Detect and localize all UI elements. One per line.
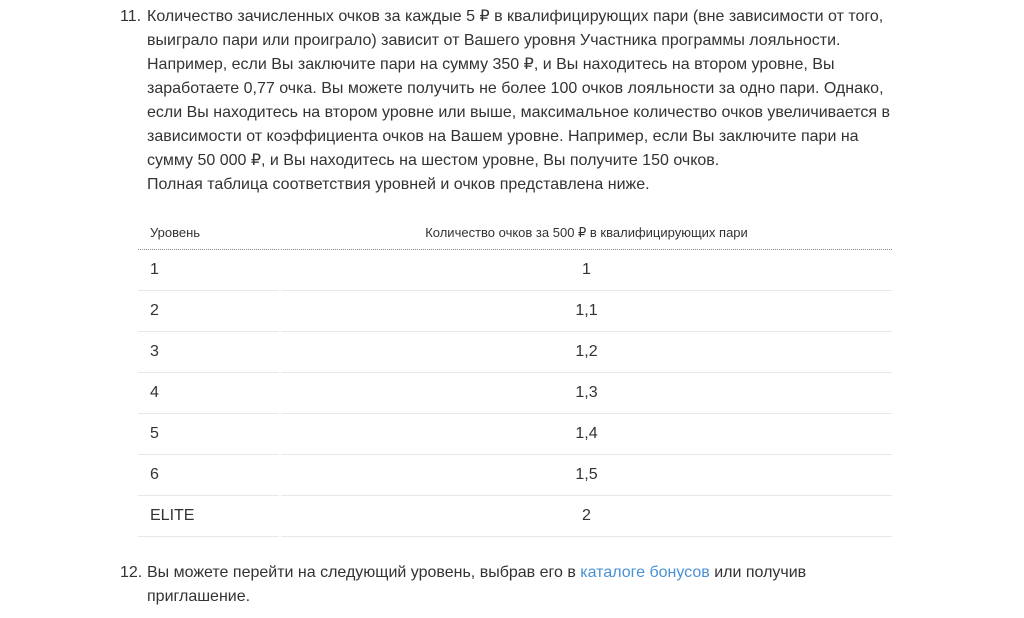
item-12-text-after: или получив приглашение. bbox=[147, 564, 807, 605]
points-cell: 2 bbox=[281, 496, 892, 537]
points-cell: 1 bbox=[281, 250, 892, 291]
level-cell: 6 bbox=[138, 455, 279, 496]
points-cell: 1,2 bbox=[281, 332, 892, 373]
levels-table bbox=[136, 221, 894, 537]
points-cell: 1,1 bbox=[281, 291, 892, 332]
table-row bbox=[138, 250, 892, 291]
points-cell: 1,3 bbox=[281, 373, 892, 414]
level-cell: 2 bbox=[138, 291, 279, 332]
item-11-paragraph: Количество зачисленных очков за каждые 5 ₽ в квалифицирующих пари (вне зависимости от того, выиграло пари или проиграло) зависит от Вашего уровня Участника программы лояльности. Например, если Вы заключите пари на сумму 350 ₽, и Вы находитесь на втором уровне, Вы заработаете 0,77 очка. Вы можете получить не более 100 очков лояльности за одно пари. Однако, если Вы находитесь на втором уровне или выше, максимальное количество очков увеличивается в зависимости от коэффициента очков на Вашем уровне. Например, если Вы заключите пари на сумму 50 000 ₽, и Вы находитесь на шестом уровне, Вы получите 150 очков. bbox=[147, 8, 891, 169]
table-header-row bbox=[138, 221, 892, 250]
level-cell: 5 bbox=[138, 414, 279, 455]
list-item-11 bbox=[120, 5, 940, 537]
level-cell: 1 bbox=[138, 250, 279, 291]
bonus-catalog-link[interactable]: каталоге бонусов bbox=[580, 564, 710, 581]
item-11-number: 11. bbox=[120, 8, 142, 25]
level-cell: 4 bbox=[138, 373, 279, 414]
table-row bbox=[138, 496, 892, 537]
table-row bbox=[138, 373, 892, 414]
list-item-12 bbox=[120, 561, 940, 609]
points-cell: 1,4 bbox=[281, 414, 892, 455]
table-row bbox=[138, 455, 892, 496]
table-header-level: Уровень bbox=[138, 221, 279, 250]
table-header-points: Количество очков за 500 ₽ в квалифицирующих пари bbox=[281, 221, 892, 250]
item-11-note: Полная таблица соответствия уровней и очков представлена ниже. bbox=[147, 176, 650, 193]
table-row bbox=[138, 291, 892, 332]
points-cell: 1,5 bbox=[281, 455, 892, 496]
level-cell: ELITE bbox=[138, 496, 279, 537]
item-12-number: 12. bbox=[120, 564, 143, 581]
table-row bbox=[138, 414, 892, 455]
level-cell: 3 bbox=[138, 332, 279, 373]
table-row bbox=[138, 332, 892, 373]
item-11-content bbox=[147, 5, 907, 537]
item-12-text-before: Вы можете перейти на следующий уровень, выбрав его в bbox=[147, 564, 581, 581]
item-12-content bbox=[147, 561, 907, 609]
